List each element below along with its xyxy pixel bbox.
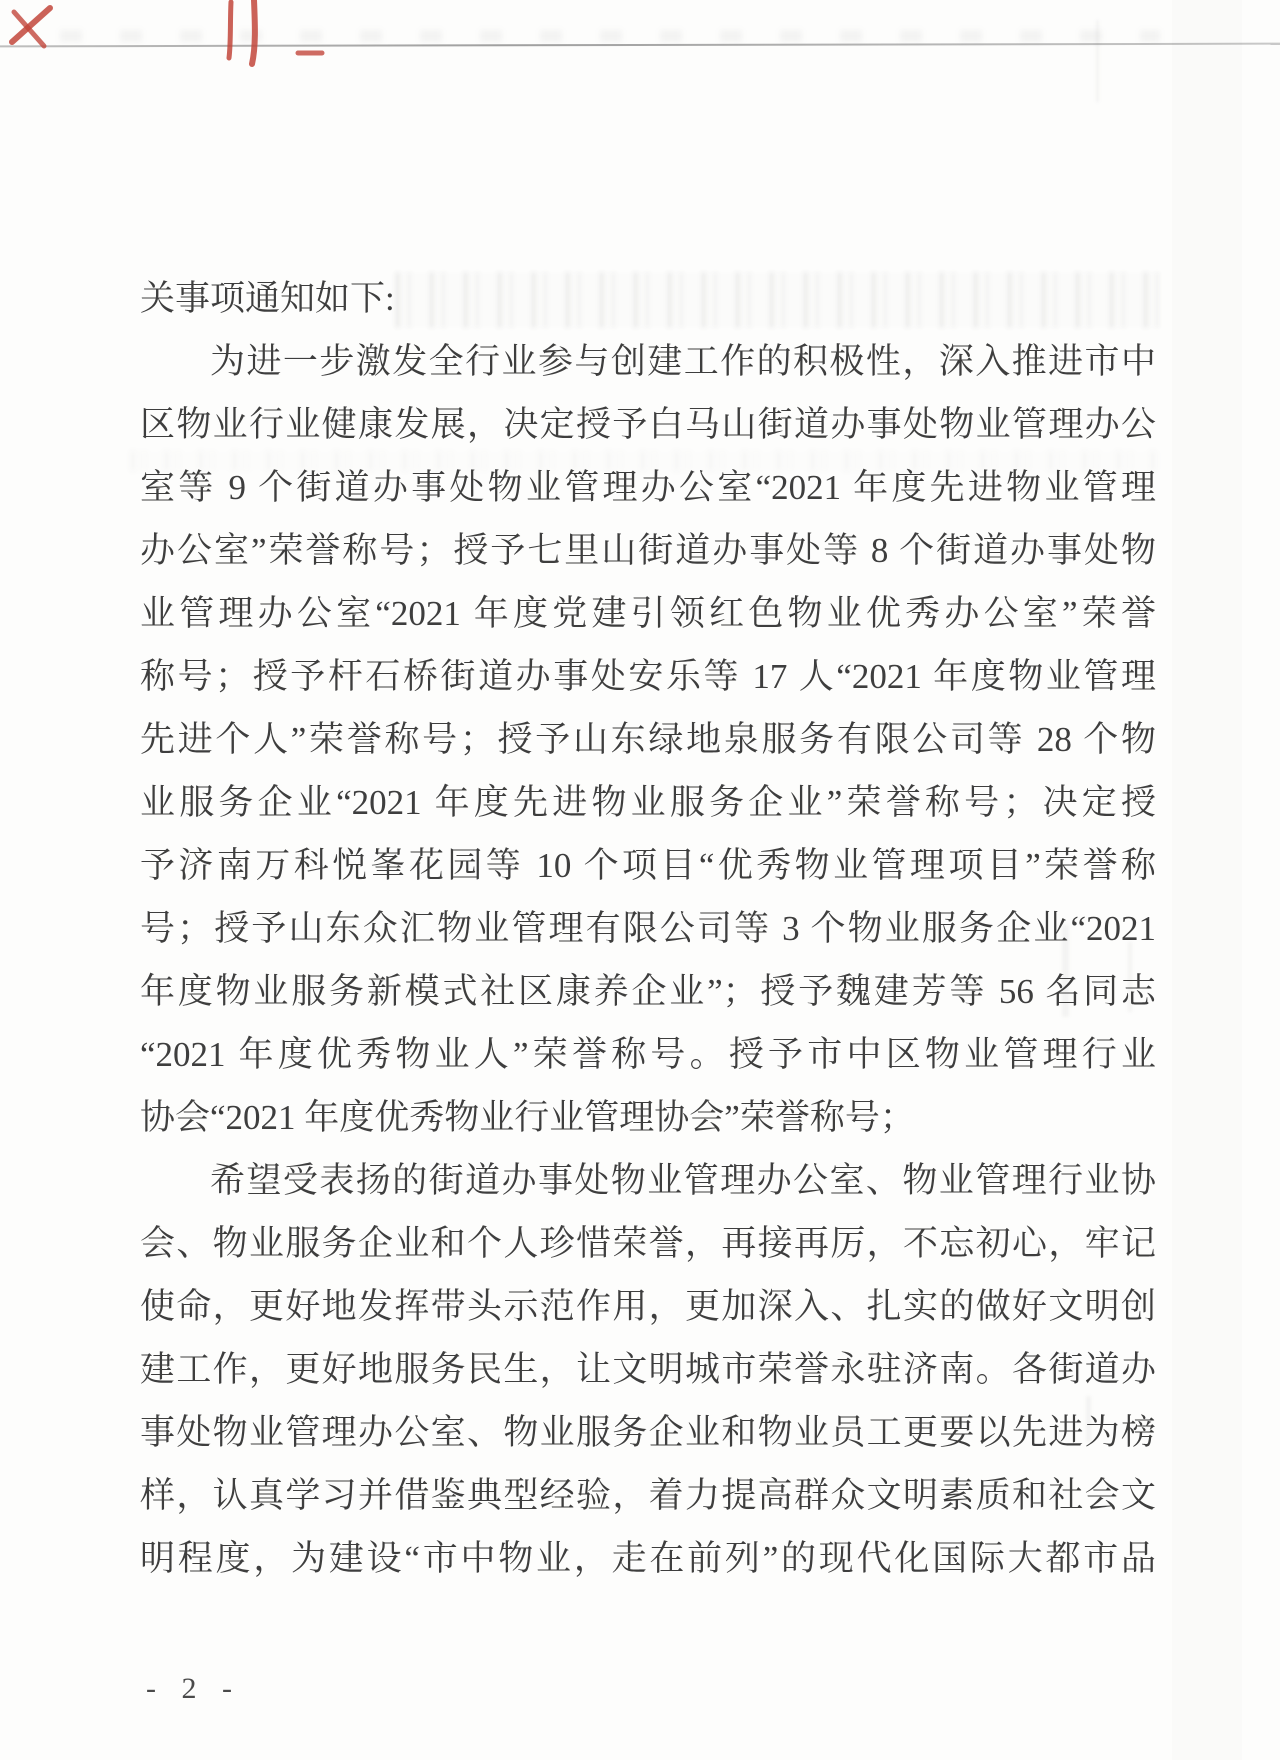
- text-line: 予济南万科悦峯花园等 10 个项目“优秀物业管理项目”荣誉称: [140, 846, 1156, 885]
- red-stroke: [229, 2, 231, 58]
- text-line: 区物业行业健康发展，决定授予白马山街道办事处物业管理办公: [140, 405, 1156, 444]
- text-line: 号；授予山东众汇物业管理有限公司等 3 个物业服务企业“2021: [140, 909, 1156, 948]
- scan-shade-artifact: [1172, 0, 1242, 1760]
- text-line: 会、物业服务企业和个人珍惜荣誉，再接再厉，不忘初心，牢记: [140, 1224, 1156, 1263]
- scan-streak-artifact: [1096, 20, 1099, 102]
- text-line: “2021 年度优秀物业人”荣誉称号。授予市中区物业管理行业: [140, 1035, 1156, 1074]
- text-line: 事处物业管理办公室、物业服务企业和物业员工更要以先进为榜: [140, 1413, 1156, 1452]
- page-number: - 2 -: [146, 1672, 241, 1705]
- text-line: 明程度，为建设“市中物业，走在前列”的现代化国际大都市品: [140, 1539, 1156, 1578]
- text-line: 年度物业服务新模式社区康养企业”；授予魏建芳等 56 名同志: [140, 972, 1156, 1011]
- text-line: 建工作，更好地服务民生，让文明城市荣誉永驻济南。各街道办: [140, 1350, 1156, 1389]
- text-line: 为进一步激发全行业参与创建工作的积极性，深入推进市中: [210, 342, 1156, 381]
- text-line: 业管理办公室“2021 年度党建引领红色物业优秀办公室”荣誉: [140, 594, 1156, 633]
- text-line: 关事项通知如下:: [140, 279, 395, 318]
- text-line: 使命，更好地发挥带头示范作用，更加深入、扎实的做好文明创: [140, 1287, 1156, 1326]
- text-line: 样，认真学习并借鉴典型经验，着力提高群众文明素质和社会文: [140, 1476, 1156, 1515]
- text-line: 室等 9 个街道办事处物业管理办公室“2021 年度先进物业管理: [140, 468, 1156, 507]
- text-line: 业服务企业“2021 年度先进物业服务企业”荣誉称号；决定授: [140, 783, 1156, 822]
- red-ink-marks: [0, 0, 340, 80]
- text-line: 协会“2021 年度优秀物业行业管理协会”荣誉称号；: [140, 1098, 915, 1137]
- document-text: [140, 267, 1156, 1590]
- text-line: 称号；授予杆石桥街道办事处安乐等 17 人“2021 年度物业管理: [140, 657, 1156, 696]
- text-line: 办公室”荣誉称号；授予七里山街道办事处等 8 个街道办事处物: [140, 531, 1156, 570]
- red-stroke: [252, 0, 255, 64]
- text-line: 希望受表扬的街道办事处物业管理办公室、物业管理行业协: [210, 1161, 1156, 1200]
- text-line: 先进个人”荣誉称号；授予山东绿地泉服务有限公司等 28 个物: [140, 720, 1156, 759]
